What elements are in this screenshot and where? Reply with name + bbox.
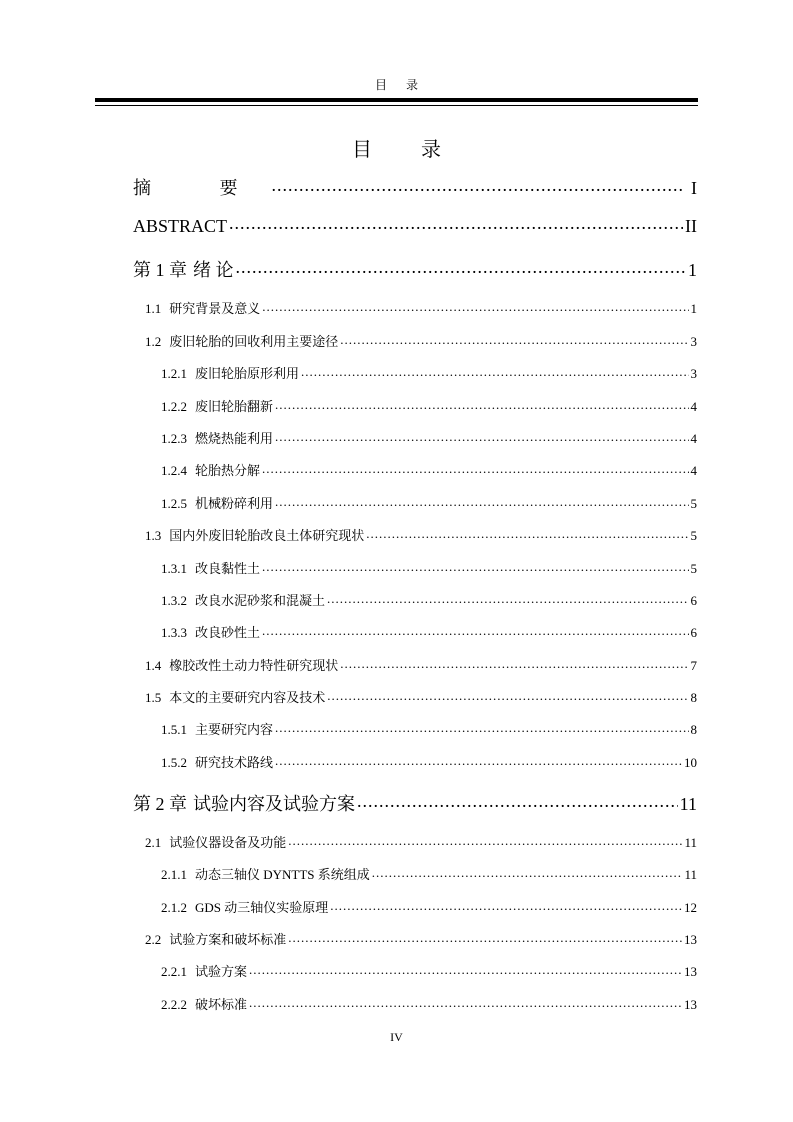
toc-entry-title: 绪 论 [193, 260, 234, 280]
toc-entry-title: 橡胶改性土动力特性研究现状 [169, 658, 339, 673]
toc-entry-title: ABSTRACT [133, 216, 228, 236]
dot-leader [275, 429, 688, 442]
toc-entry-number: 2.2.1 [161, 964, 187, 979]
toc-entry-page: 4 [690, 431, 697, 446]
toc-entry-number: 1.3.2 [161, 593, 187, 608]
toc-entry-1-2-5[interactable] [161, 493, 697, 512]
toc-entry-number: 第 2 章 [133, 794, 187, 814]
toc-entry-title: 废旧轮胎的回收利用主要途径 [169, 334, 339, 349]
dot-leader [327, 591, 688, 604]
dot-leader [275, 494, 688, 507]
toc-entry-page: 6 [690, 625, 697, 640]
toc-entry-page: 4 [690, 399, 697, 414]
toc-entry-page: 12 [684, 900, 697, 915]
toc-entry-title: 国内外废旧轮胎改良土体研究现状 [169, 528, 365, 543]
dot-leader [357, 791, 678, 809]
toc-entry-title: 改良水泥砂浆和混凝土 [195, 593, 326, 608]
toc-entry-number: 1.5.2 [161, 755, 187, 770]
toc-entry-2-2-1[interactable] [161, 961, 697, 980]
dot-leader [366, 526, 688, 539]
toc-entry-title: 研究背景及意义 [169, 301, 261, 316]
toc-entry-number: 1.2 [145, 334, 162, 349]
toc-entry-page: 5 [690, 528, 697, 543]
toc-entry-number: 2.2.2 [161, 997, 187, 1012]
toc-entry-title: 改良砂性土 [195, 625, 261, 640]
toc-entry-title: 研究技术路线 [195, 755, 274, 770]
toc-entry-page: 8 [690, 690, 697, 705]
toc-entry-1-2-3[interactable] [161, 428, 697, 447]
toc-entry-title: 主要研究内容 [195, 722, 274, 737]
toc-entry-number: 1.2.1 [161, 366, 187, 381]
toc-entry-page: 8 [690, 722, 697, 737]
toc-entry-page: 1 [688, 260, 697, 280]
toc-entry-number: 1.3.3 [161, 625, 187, 640]
toc-entry-1-3-3[interactable] [161, 622, 697, 641]
toc-entry-2-1-1[interactable] [161, 864, 697, 883]
toc-entry-chapter-2[interactable] [133, 790, 697, 816]
dot-leader [275, 753, 682, 766]
dot-leader [288, 930, 682, 943]
dot-leader [330, 898, 682, 911]
toc-entry-title: 废旧轮胎翻新 [195, 399, 274, 414]
toc-entry-1-3-2[interactable] [161, 590, 697, 609]
toc-entry-title: 摘 要 [133, 178, 270, 198]
toc-entry-1-3[interactable] [145, 525, 697, 544]
toc-entry-page: 11 [679, 794, 697, 814]
toc-entry-abstract-en[interactable] [133, 216, 697, 237]
dot-leader [288, 833, 682, 846]
toc-entry-page: 3 [690, 334, 697, 349]
toc-entry-number: 1.3.1 [161, 561, 187, 576]
dot-leader [327, 688, 688, 701]
toc-entry-page: 13 [684, 997, 697, 1012]
toc-entry-number: 1.1 [145, 301, 162, 316]
toc-entry-number: 1.5 [145, 690, 162, 705]
toc-entry-page: 13 [684, 964, 697, 979]
toc-entry-1-5-1[interactable] [161, 719, 697, 738]
toc-entry-number: 2.1 [145, 835, 162, 850]
toc-entry-chapter-1[interactable] [133, 256, 697, 282]
toc-entry-2-2[interactable] [145, 929, 697, 948]
toc-entry-number: 1.3 [145, 528, 162, 543]
dot-leader [236, 257, 686, 275]
toc-entry-title: 动态三轴仪 DYNTTS 系统组成 [195, 867, 370, 882]
toc-entry-page: II [685, 216, 697, 236]
toc-entry-page: 6 [690, 593, 697, 608]
toc-entry-number: 1.2.2 [161, 399, 187, 414]
toc-entry-title: 燃烧热能利用 [195, 431, 274, 446]
dot-leader [249, 995, 682, 1008]
toc-entry-page: 5 [690, 561, 697, 576]
toc-entry-page: 11 [684, 835, 697, 850]
toc-entry-number: 第 1 章 [133, 260, 187, 280]
toc-entry-title: 轮胎热分解 [195, 463, 261, 478]
dot-leader [262, 461, 688, 474]
toc-entry-page: 3 [690, 366, 697, 381]
toc-entry-number: 1.2.4 [161, 463, 187, 478]
toc-entry-page: 7 [690, 658, 697, 673]
dot-leader [372, 865, 683, 878]
dot-leader [229, 213, 683, 231]
toc-entry-page: 11 [684, 867, 697, 882]
toc-entry-number: 1.2.5 [161, 496, 187, 511]
toc-entry-title: 本文的主要研究内容及技术 [169, 690, 326, 705]
toc-entry-abstract-cn[interactable] [133, 174, 697, 200]
dot-leader [262, 623, 688, 636]
dot-leader [340, 656, 688, 669]
toc-entry-1-2[interactable] [145, 331, 697, 350]
toc-entry-title: 改良黏性土 [195, 561, 261, 576]
toc-entry-1-3-1[interactable] [161, 558, 697, 577]
toc-entry-page: 1 [690, 301, 697, 316]
toc-entry-number: 2.1.2 [161, 900, 187, 915]
toc-entry-page: I [691, 178, 697, 198]
toc-entry-1-1[interactable] [145, 298, 697, 317]
page-number: IV [390, 1030, 403, 1044]
toc-entry-2-2-2[interactable] [161, 994, 697, 1013]
toc-entry-title: 废旧轮胎原形利用 [195, 366, 300, 381]
running-header: 目 录 [374, 78, 426, 92]
toc-entry-number: 1.4 [145, 658, 162, 673]
dot-leader [262, 559, 688, 572]
dot-leader [262, 299, 688, 312]
toc-entry-page: 13 [684, 932, 697, 947]
toc-title: 目 录 [352, 139, 463, 161]
toc-entry-number: 1.5.1 [161, 722, 187, 737]
toc-entry-number: 2.1.1 [161, 867, 187, 882]
dot-leader [275, 397, 688, 410]
dot-leader [249, 962, 682, 975]
toc-entry-title: 试验仪器设备及功能 [169, 835, 287, 850]
toc-entry-title: 试验内容及试验方案 [193, 794, 355, 814]
dot-leader [340, 332, 688, 345]
toc-entry-1-5[interactable] [145, 687, 697, 706]
dot-leader [275, 720, 688, 733]
toc-entry-1-2-1[interactable] [161, 363, 697, 382]
toc-entry-title: 试验方案和破坏标准 [169, 932, 287, 947]
toc-entry-page: 10 [684, 755, 697, 770]
toc-entry-1-4[interactable] [145, 655, 697, 674]
toc-entry-page: 4 [690, 463, 697, 478]
toc-entry-page: 5 [690, 496, 697, 511]
toc-entry-2-1[interactable] [145, 832, 697, 851]
toc-entry-1-2-4[interactable] [161, 460, 697, 479]
toc-entry-number: 1.2.3 [161, 431, 187, 446]
toc-entry-2-1-2[interactable] [161, 897, 697, 916]
dot-leader [301, 364, 688, 377]
toc-entry-1-5-2[interactable] [161, 752, 697, 771]
toc-entry-title: 试验方案 [195, 964, 248, 979]
toc-entry-title: GDS 动三轴仪实验原理 [195, 900, 329, 915]
toc-entry-title: 破坏标准 [195, 997, 248, 1012]
toc-entry-title: 机械粉碎利用 [195, 496, 274, 511]
dot-leader [272, 175, 686, 193]
toc-entry-number: 2.2 [145, 932, 162, 947]
toc-entry-1-2-2[interactable] [161, 396, 697, 415]
